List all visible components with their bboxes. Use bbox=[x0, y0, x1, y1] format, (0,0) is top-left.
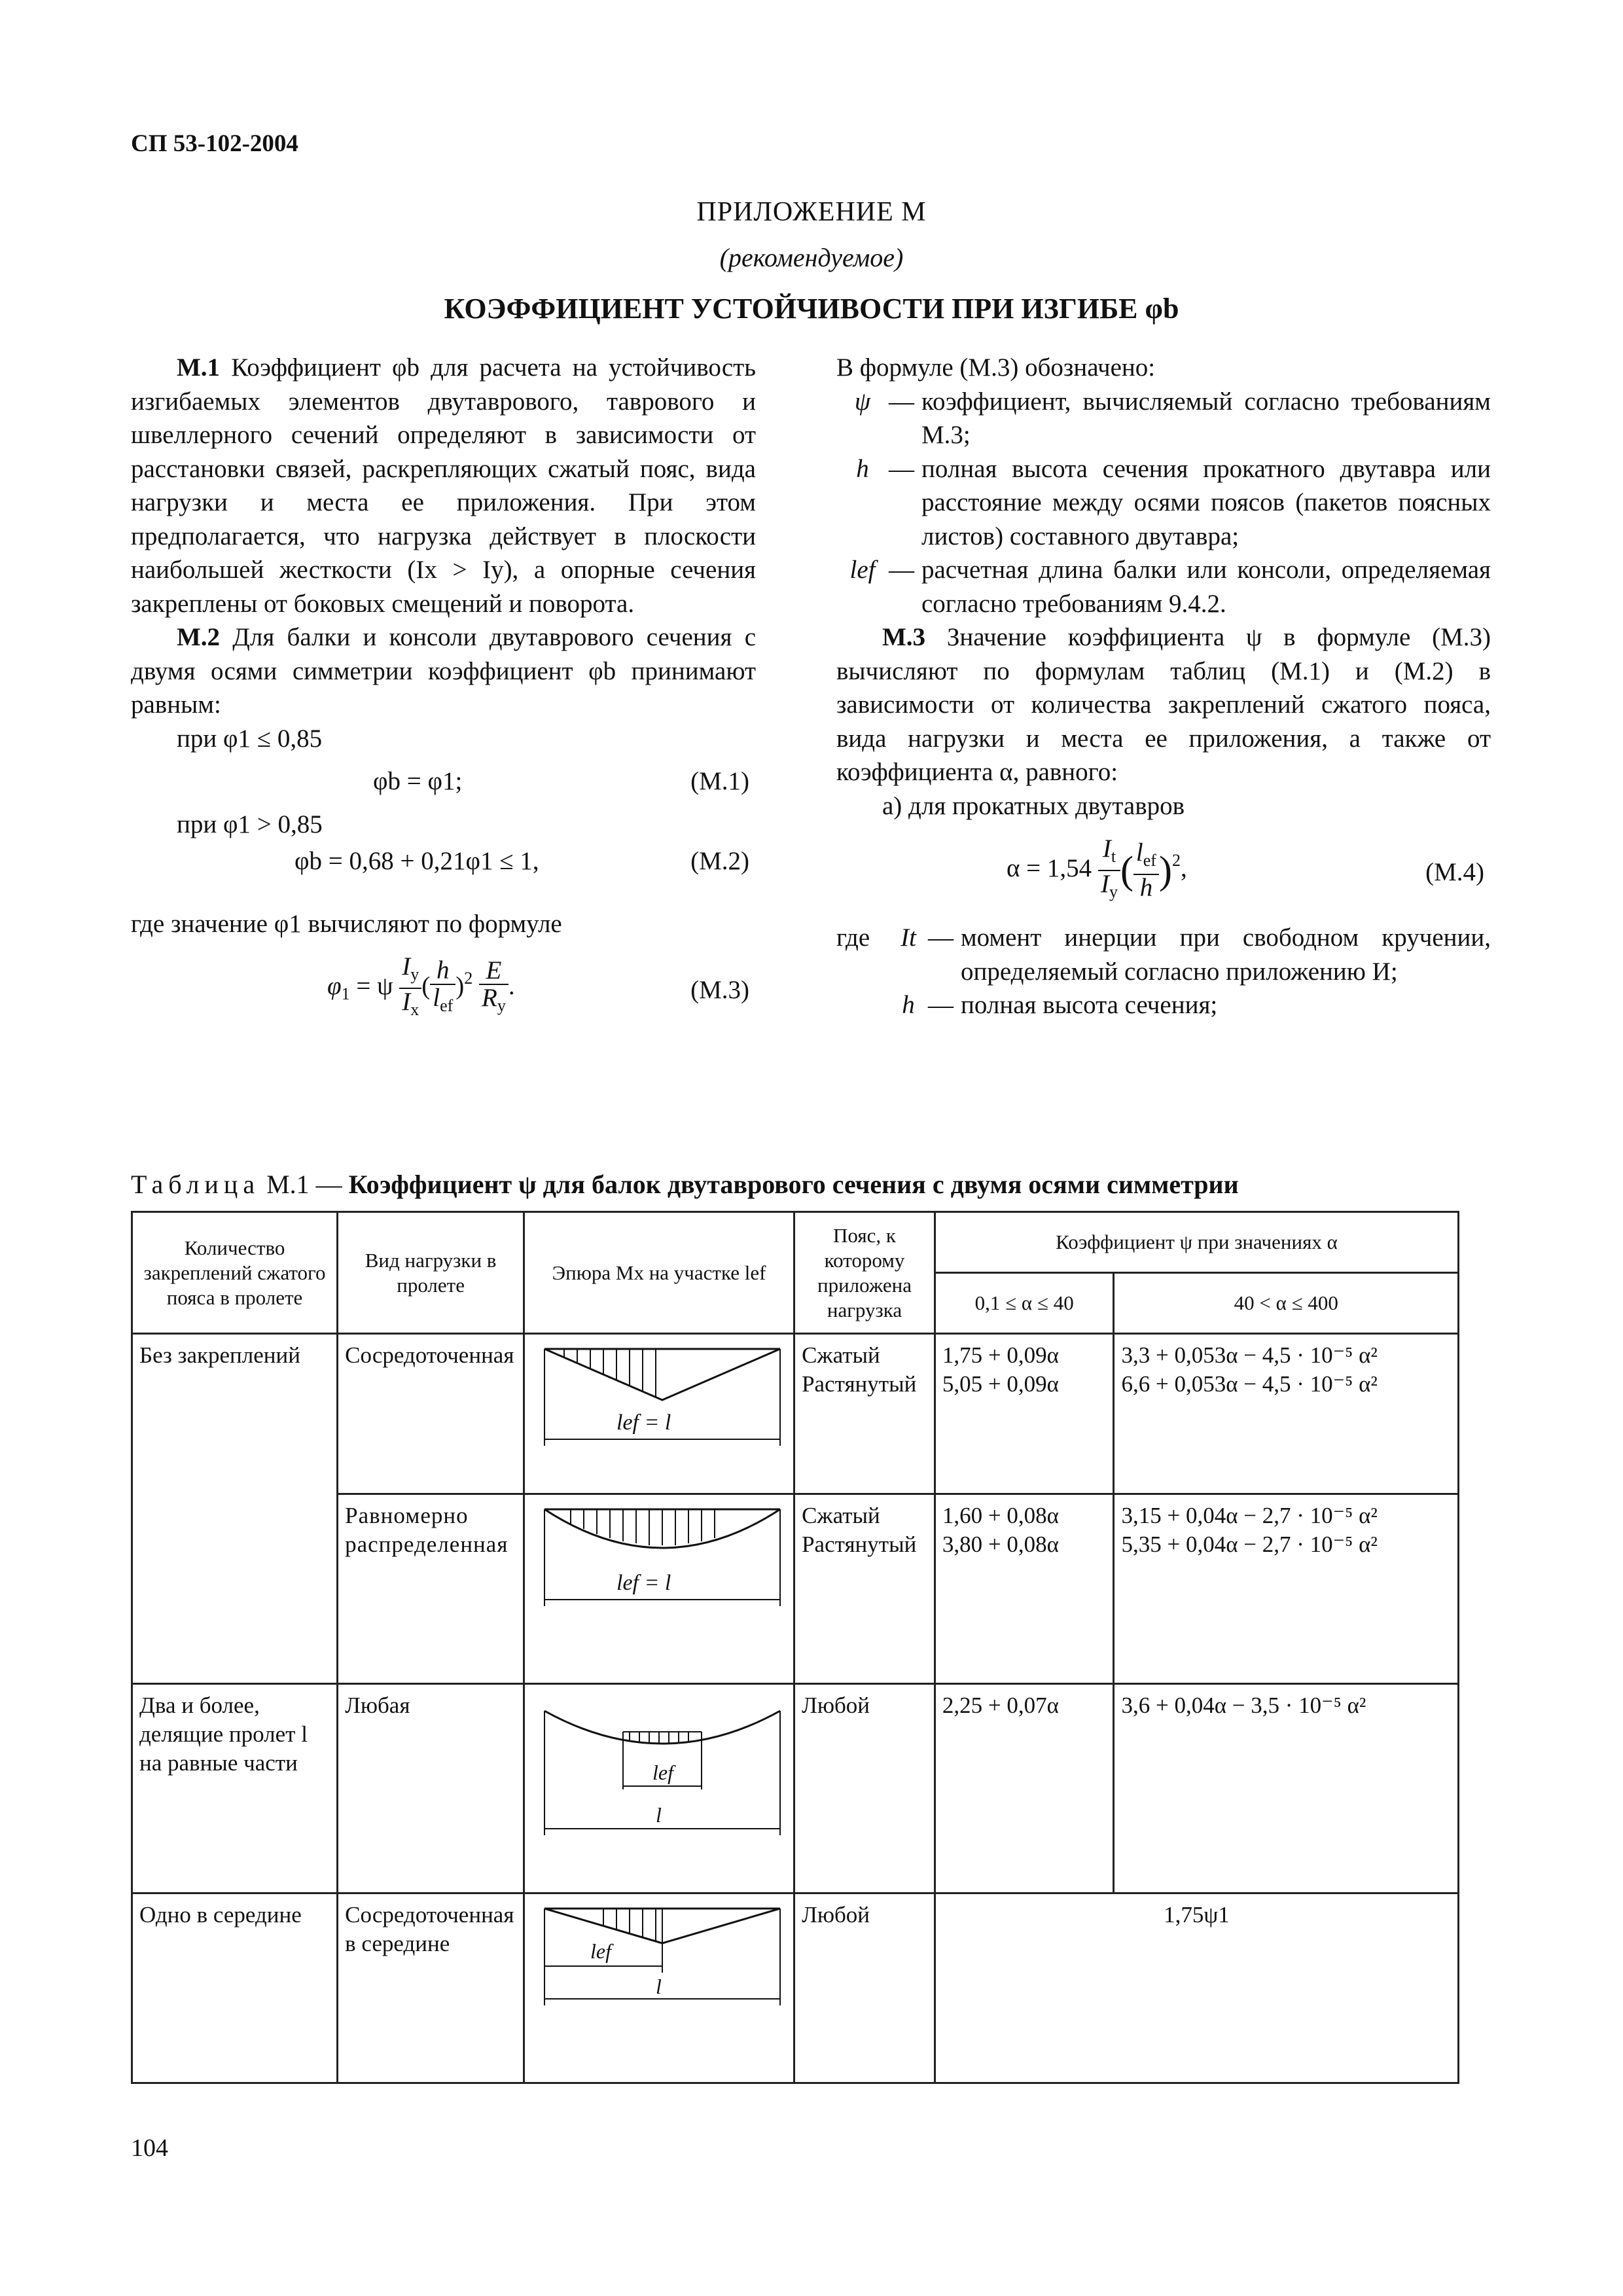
cell-load-type: Равномерно распределенная bbox=[338, 1494, 524, 1684]
formula-number: (М.2) bbox=[690, 846, 749, 875]
cell-fixings bbox=[132, 1494, 338, 1684]
paragraph-m1 bbox=[131, 351, 756, 620]
header-alpha-range-2: 40 < α ≤ 400 bbox=[1114, 1273, 1459, 1334]
left-column bbox=[131, 351, 756, 1039]
caption-number: М.1 — bbox=[260, 1170, 349, 1199]
cell-psi-merged: 1,75ψ1 bbox=[935, 1893, 1458, 2083]
header-belt: Пояс, к которому приложена нагрузка bbox=[794, 1212, 935, 1334]
clause-label: М.1 bbox=[177, 353, 221, 382]
formula-m1 bbox=[131, 755, 756, 808]
notation-intro: В формуле (М.3) обозначено: bbox=[836, 353, 1156, 382]
definition-item: h — полная высота сечения; bbox=[836, 988, 1491, 1022]
definition-term: It bbox=[901, 924, 916, 952]
cell-fixings: Два и более, делящие пролет l на равные части bbox=[132, 1684, 338, 1893]
clause-label: М.3 bbox=[882, 623, 926, 651]
formula-m4 bbox=[836, 823, 1491, 921]
definition-text: полная высота сечения; bbox=[961, 991, 1218, 1019]
right-column bbox=[836, 351, 1491, 1022]
where-prefix: где bbox=[836, 924, 870, 952]
definition-item: ψ — коэффициент, вычисляемый согласно требованиям М.3; bbox=[836, 385, 1491, 452]
definition-text: расчетная длина балки или консоли, определяемая согласно требованиям 9.4.2. bbox=[921, 556, 1491, 618]
clause-label: М.2 bbox=[177, 623, 221, 651]
cell-psi-range-2: 3,6 + 0,04α − 3,5 · 10⁻⁵ α² bbox=[1114, 1684, 1459, 1893]
definition-term: h bbox=[856, 454, 869, 483]
moment-diagram-any-load bbox=[531, 1691, 787, 1842]
cell-psi-range-1: 1,75 + 0,09α 5,05 + 0,09α bbox=[935, 1334, 1114, 1494]
cell-psi-range-2: 3,3 + 0,053α − 4,5 · 10⁻⁵ α² 6,6 + 0,053α − 4,5 · 10⁻⁵ α² bbox=[1114, 1334, 1459, 1494]
diagram-label-span: l bbox=[656, 1803, 662, 1827]
definition-text: момент инерции при свободном кручении, определяемый согласно приложению И; bbox=[961, 924, 1491, 986]
cell-belt: Сжатый Растянутый bbox=[794, 1494, 935, 1684]
table-row bbox=[132, 1684, 1459, 1893]
header-alpha-range-1: 0,1 ≤ α ≤ 40 bbox=[935, 1273, 1114, 1334]
condition-2: при φ1 > 0,85 bbox=[177, 810, 323, 838]
caption-word: Таблица bbox=[131, 1170, 260, 1199]
header-moment-diagram: Эпюра Mx на участке lef bbox=[524, 1212, 794, 1334]
table-row bbox=[132, 1494, 1459, 1684]
definition-term: ψ bbox=[854, 387, 871, 416]
table-header-row bbox=[132, 1212, 1459, 1273]
definition-item: h — полная высота сечения прокатного двутавра или расстояние между осями поясов (пакетов поясных листов) составного двутавра; bbox=[836, 452, 1491, 554]
appendix-status: (рекомендуемое) bbox=[719, 243, 904, 272]
cell-psi-range-1: 1,60 + 0,08α 3,80 + 0,08α bbox=[935, 1494, 1114, 1684]
definition-term: lef bbox=[849, 556, 876, 584]
formula-number: (М.1) bbox=[690, 767, 749, 795]
moment-diagram-concentrated bbox=[531, 1341, 787, 1459]
cell-diagram bbox=[524, 1893, 794, 2083]
cell-psi-range-1: 2,25 + 0,07α bbox=[935, 1684, 1114, 1893]
table-row bbox=[132, 1893, 1459, 2083]
cell-load-type: Сосредоточенная в середине bbox=[338, 1893, 524, 2083]
page-number: 104 bbox=[131, 2134, 168, 2162]
table-row bbox=[132, 1334, 1459, 1494]
diagram-label-span: l bbox=[656, 1975, 662, 1998]
caption-title: Коэффициент ψ для балок двутаврового сечения с двумя осями симметрии bbox=[348, 1170, 1239, 1199]
formula-m2 bbox=[131, 842, 756, 907]
diagram-label: lef bbox=[590, 1939, 612, 1963]
diagram-label: lef = l bbox=[616, 1410, 671, 1435]
cell-fixings: Без закреплений bbox=[132, 1334, 338, 1494]
appendix-name: ПРИЛОЖЕНИЕ М bbox=[696, 197, 927, 227]
table-caption bbox=[131, 1169, 1239, 1200]
moment-diagram-distributed bbox=[531, 1501, 787, 1619]
diagram-label: lef = l bbox=[616, 1571, 671, 1595]
cell-diagram bbox=[524, 1684, 794, 1893]
clause-text: Значение коэффициента ψ в формуле (М.3) вычисляют по формулам таблиц (М.1) и (М.2) в зависимости от количества закреплений сжатого пояса, вида нагрузки и места ее приложения, а также от коэффициента α, равного: bbox=[836, 623, 1491, 786]
cell-diagram bbox=[524, 1334, 794, 1494]
formula-expression: $\varphi_1 = \psi$ $\frac{I_y}{I_x}$ ( $\frac{h}{l_{ef}}$ )$^2$ $\frac{E}{R_y}$ . bbox=[327, 952, 515, 1019]
formula-expression: φb = φ1; bbox=[373, 767, 463, 795]
formula-number: (М.3) bbox=[690, 976, 749, 1004]
cell-fixings: Одно в середине bbox=[132, 1893, 338, 2083]
clause-text: Коэффициент φb для расчета на устойчивость изгибаемых элементов двутаврового, таврового и швеллерного сечений определяют в зависимости от расстановки связей, раскрепляющих сжатый пояс, вида нагрузки и места ее приложения. При этом предполагается, что нагрузка действует в плоскости наибольшей жесткости (Ix > Iy), а опорные сечения закреплены от боковых смещений и поворота. bbox=[131, 353, 756, 618]
moment-diagram-mid-fixing bbox=[531, 1901, 787, 2012]
clause-text: Для балки и консоли двутаврового сечения с двумя осями симметрии коэффициент φb принимают равным: bbox=[131, 623, 756, 719]
table-m1 bbox=[131, 1211, 1459, 2084]
definition-text: коэффициент, вычисляемый согласно требованиям М.3; bbox=[921, 387, 1491, 449]
diagram-label: lef bbox=[652, 1761, 674, 1784]
definition-item: где It — момент инерции при свободном кручении, определяемый согласно приложению И; bbox=[836, 921, 1491, 988]
definition-item: lef — расчетная длина балки или консоли, определяемая согласно требованиям 9.4.2. bbox=[836, 553, 1491, 620]
cell-belt: Любой bbox=[794, 1684, 935, 1893]
header-fixings: Количество закреплений сжатого пояса в пролете bbox=[132, 1212, 338, 1334]
paragraph-m3 bbox=[836, 620, 1491, 789]
formula-expression: φb = 0,68 + 0,21φ1 ≤ 1, bbox=[294, 846, 539, 875]
cell-load-type: Сосредоточенная bbox=[338, 1334, 524, 1494]
paragraph-m2 bbox=[131, 620, 756, 722]
cell-psi-range-2: 3,15 + 0,04α − 2,7 · 10⁻⁵ α² 5,35 + 0,04α − 2,7 · 10⁻⁵ α² bbox=[1114, 1494, 1459, 1684]
cell-belt: Сжатый Растянутый bbox=[794, 1334, 935, 1494]
header-coefficient: Коэффициент ψ при значениях α bbox=[935, 1212, 1458, 1273]
header-load-type: Вид нагрузки в пролете bbox=[338, 1212, 524, 1334]
condition-1: при φ1 ≤ 0,85 bbox=[177, 724, 323, 753]
cell-load-type: Любая bbox=[338, 1684, 524, 1893]
definition-term: h bbox=[902, 991, 915, 1019]
where-line: где значение φ1 вычисляют по формуле bbox=[131, 909, 562, 938]
formula-expression: α = 1,54 $\frac{I_t}{I_y}$ ( $\frac{l_{ef}}{h}$ )$^2$, bbox=[1007, 834, 1187, 902]
formula-m3 bbox=[131, 941, 756, 1039]
list-item-a: а) для прокатных двутавров bbox=[882, 791, 1185, 820]
cell-belt: Любой bbox=[794, 1893, 935, 2083]
cell-diagram bbox=[524, 1494, 794, 1684]
definition-text: полная высота сечения прокатного двутавра или расстояние между осями поясов (пакетов поясных листов) составного двутавра; bbox=[921, 454, 1491, 550]
appendix-title: КОЭФФИЦИЕНТ УСТОЙЧИВОСТИ ПРИ ИЗГИБЕ φb bbox=[444, 293, 1179, 325]
document-code: СП 53-102-2004 bbox=[131, 130, 298, 157]
formula-number: (М.4) bbox=[1425, 858, 1484, 886]
